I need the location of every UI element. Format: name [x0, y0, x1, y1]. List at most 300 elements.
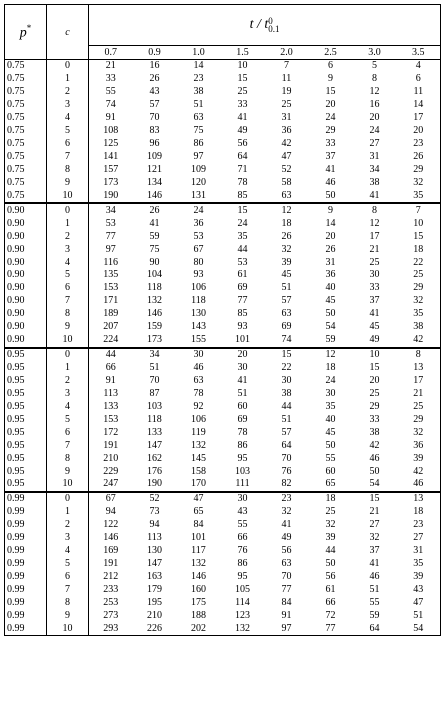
value-cell: 67: [105, 493, 116, 505]
row-group: [5, 203, 441, 347]
c-cell: 8: [47, 596, 89, 609]
value-cell: 121: [147, 163, 162, 175]
value-cell: 50: [369, 465, 380, 477]
value-cell: 33: [369, 282, 380, 294]
value-cell: 29: [325, 125, 336, 137]
c-cell: 1: [47, 506, 89, 519]
value-cell: 26: [325, 243, 336, 255]
value-cell: 77: [237, 295, 248, 307]
value-cell: 55: [105, 86, 116, 98]
value-cell: 35: [237, 230, 248, 242]
value-cell: 190: [147, 478, 162, 490]
value-cell: 66: [325, 596, 336, 608]
value-cell: 45: [325, 426, 336, 438]
value-cell: 23: [193, 73, 204, 85]
value-cell: 59: [369, 609, 380, 621]
value-cell: 15: [325, 86, 336, 98]
value-cell: 188: [191, 609, 206, 621]
p-cell: 0.75: [5, 151, 47, 164]
value-cell: 84: [193, 519, 204, 531]
value-cell: 101: [235, 334, 250, 346]
value-cell: 55: [369, 596, 380, 608]
p-cell: 0.99: [5, 492, 47, 506]
value-cell: 32: [281, 243, 292, 255]
p-cell: 0.99: [5, 584, 47, 597]
value-cell: 114: [235, 596, 250, 608]
value-cell: 171: [103, 295, 119, 307]
value-cell: 20: [413, 125, 424, 137]
value-cell: 39: [413, 452, 424, 464]
value-cell: 10: [237, 60, 248, 72]
value-cell: 12: [369, 86, 380, 98]
value-cell: 43: [413, 583, 424, 595]
value-cell: 86: [237, 439, 248, 451]
p-cell: 0.99: [5, 506, 47, 519]
value-cell: 55: [325, 452, 336, 464]
value-cell: 172: [103, 426, 119, 438]
value-cell: 38: [281, 387, 292, 399]
value-cell: 63: [193, 112, 204, 124]
value-cell: 31: [413, 545, 424, 557]
value-cell: 109: [147, 151, 162, 163]
value-cell: 69: [237, 282, 248, 294]
value-cell: 134: [147, 176, 162, 188]
c-cell: 3: [47, 532, 89, 545]
c-cell: 6: [47, 282, 89, 295]
value-cell: 30: [369, 269, 380, 281]
table-row: [5, 478, 441, 492]
value-cell: 21: [369, 243, 380, 255]
value-cell: 65: [325, 478, 336, 490]
value-cell: 103: [147, 400, 162, 412]
value-cell: 77: [281, 583, 292, 595]
value-cell: 40: [325, 413, 336, 425]
value-cell: 207: [103, 321, 119, 333]
value-cell: 118: [147, 282, 162, 294]
c-cell: 0: [47, 348, 89, 362]
table-row: [5, 282, 441, 295]
value-cell: 175: [191, 596, 206, 608]
value-cell: 20: [325, 230, 336, 242]
value-cell: 34: [149, 349, 160, 361]
table-row: [5, 571, 441, 584]
table-row: [5, 348, 441, 362]
table-row: [5, 532, 441, 545]
value-cell: 54: [369, 478, 380, 490]
c-cell: 10: [47, 334, 89, 348]
value-cell: 111: [235, 478, 250, 490]
table-row: [5, 465, 441, 478]
p-cell: 0.95: [5, 400, 47, 413]
table-row: [5, 60, 441, 73]
value-cell: 49: [281, 532, 292, 544]
value-cell: 24: [237, 217, 248, 229]
value-cell: 41: [369, 189, 380, 201]
value-cell: 83: [149, 125, 160, 137]
value-cell: 32: [413, 176, 424, 188]
value-cell: 34: [105, 204, 116, 216]
value-cell: 69: [281, 321, 292, 333]
p-cell: 0.99: [5, 519, 47, 532]
row-group: [5, 492, 441, 636]
value-cell: 147: [147, 439, 162, 451]
value-cell: 12: [325, 349, 336, 361]
value-cell: 132: [235, 622, 250, 634]
value-cell: 132: [191, 439, 206, 451]
value-cell: 157: [103, 163, 119, 175]
c-cell: 4: [47, 256, 89, 269]
c-cell: 8: [47, 452, 89, 465]
value-cell: 38: [413, 321, 424, 333]
value-cell: 53: [193, 230, 204, 242]
value-cell: 78: [193, 387, 204, 399]
value-cell: 67: [193, 243, 204, 255]
value-cell: 146: [103, 532, 119, 544]
value-cell: 153: [103, 282, 119, 294]
value-cell: 229: [103, 465, 119, 477]
value-cell: 86: [193, 138, 204, 150]
value-cell: 35: [413, 189, 424, 201]
p-cell: 0.75: [5, 189, 47, 203]
value-cell: 101: [191, 532, 206, 544]
value-cell: 173: [147, 334, 162, 346]
value-cell: 50: [325, 439, 336, 451]
value-cell: 54: [325, 321, 336, 333]
c-cell: 7: [47, 584, 89, 597]
value-cell: 60: [237, 400, 248, 412]
c-cell: 2: [47, 230, 89, 243]
c-cell: 4: [47, 545, 89, 558]
table-row: [5, 189, 441, 203]
value-cell: 45: [369, 321, 380, 333]
c-cell: 2: [47, 519, 89, 532]
t-ratio-header: [89, 5, 441, 46]
value-cell: 24: [369, 125, 380, 137]
value-cell: 26: [281, 230, 292, 242]
p-cell: 0.90: [5, 256, 47, 269]
value-cell: 15: [237, 204, 248, 216]
value-cell: 113: [103, 387, 119, 399]
value-cell: 64: [281, 439, 292, 451]
value-cell: 15: [369, 362, 380, 374]
value-cell: 36: [281, 125, 292, 137]
value-cell: 70: [149, 374, 160, 386]
p-cell: 0.75: [5, 164, 47, 177]
p-cell: 0.95: [5, 387, 47, 400]
value-cell: 8: [372, 204, 377, 216]
value-cell: 80: [193, 256, 204, 268]
value-cell: 26: [149, 204, 160, 216]
p-header-sup: *: [26, 22, 32, 33]
value-cell: 233: [103, 583, 119, 595]
value-cell: 202: [191, 622, 206, 634]
value-cell: 179: [147, 583, 162, 595]
table-row: [5, 217, 441, 230]
value-cell: 39: [281, 256, 292, 268]
value-cell: 45: [325, 295, 336, 307]
value-cell: 87: [149, 387, 160, 399]
value-cell: 21: [369, 506, 380, 518]
c-cell: 1: [47, 73, 89, 86]
value-cell: 146: [191, 571, 206, 583]
p-header-label: p: [19, 25, 27, 41]
value-cell: 94: [105, 506, 116, 518]
value-cell: 31: [325, 256, 336, 268]
value-cell: 91: [105, 374, 116, 386]
value-cell: 226: [147, 622, 162, 634]
p-cell: 0.75: [5, 125, 47, 138]
value-cell: 63: [281, 308, 292, 320]
value-cell: 51: [281, 413, 292, 425]
value-cell: 32: [413, 426, 424, 438]
p-cell: 0.99: [5, 558, 47, 571]
table-row: [5, 609, 441, 622]
table-row: [5, 400, 441, 413]
table-row: [5, 151, 441, 164]
value-cell: 15: [281, 349, 292, 361]
value-cell: 41: [325, 163, 336, 175]
value-cell: 23: [413, 138, 424, 150]
table-row: [5, 230, 441, 243]
value-cell: 53: [237, 256, 248, 268]
value-cell: 51: [193, 99, 204, 111]
table-row: [5, 506, 441, 519]
value-cell: 53: [105, 217, 116, 229]
c-cell: 2: [47, 86, 89, 99]
value-cell: 96: [149, 138, 160, 150]
value-cell: 91: [105, 112, 116, 124]
value-cell: 33: [369, 413, 380, 425]
value-cell: 27: [413, 532, 424, 544]
value-cell: 37: [369, 545, 380, 557]
value-cell: 51: [149, 362, 160, 374]
value-cell: 25: [325, 506, 336, 518]
value-cell: 47: [193, 493, 204, 505]
value-cell: 60: [325, 465, 336, 477]
table-row: [5, 112, 441, 125]
value-cell: 51: [237, 387, 248, 399]
table-row: [5, 73, 441, 86]
value-cell: 39: [413, 571, 424, 583]
c-cell: 6: [47, 571, 89, 584]
value-cell: 12: [369, 217, 380, 229]
p-cell: 0.95: [5, 465, 47, 478]
value-cell: 64: [237, 151, 248, 163]
value-cell: 5: [372, 60, 377, 72]
value-cell: 25: [413, 269, 424, 281]
p-cell: 0.75: [5, 138, 47, 151]
value-cell: 104: [147, 269, 162, 281]
value-cell: 59: [325, 334, 336, 346]
p-star-header: [5, 5, 47, 60]
value-cell: 36: [413, 439, 424, 451]
t-header-label: t / t: [249, 17, 269, 32]
value-cell: 106: [191, 413, 206, 425]
value-cell: 74: [281, 334, 292, 346]
c-cell: 6: [47, 426, 89, 439]
t-header-sub: 0.1: [268, 24, 280, 34]
value-cell: 130: [191, 308, 206, 320]
value-cell: 82: [281, 478, 292, 490]
value-cell: 70: [281, 571, 292, 583]
value-cell: 32: [325, 519, 336, 531]
value-cell: 119: [191, 426, 206, 438]
value-cell: 118: [147, 413, 162, 425]
value-cell: 22: [281, 362, 292, 374]
value-cell: 56: [281, 545, 292, 557]
row-group: [5, 348, 441, 492]
value-cell: 11: [413, 86, 424, 98]
p-cell: 0.99: [5, 609, 47, 622]
p-cell: 0.75: [5, 99, 47, 112]
value-cell: 224: [103, 334, 119, 346]
value-cell: 43: [237, 506, 248, 518]
value-cell: 4: [415, 60, 421, 72]
value-cell: 47: [413, 596, 424, 608]
value-cell: 63: [193, 374, 204, 386]
table-row: [5, 426, 441, 439]
value-cell: 133: [147, 426, 162, 438]
p-cell: 0.99: [5, 596, 47, 609]
value-cell: 108: [103, 125, 119, 137]
value-cell: 39: [325, 532, 336, 544]
value-cell: 189: [103, 308, 119, 320]
table-row: [5, 256, 441, 269]
value-cell: 35: [413, 308, 424, 320]
column-header: 0.9: [133, 46, 177, 60]
value-cell: 25: [369, 256, 380, 268]
value-cell: 51: [413, 609, 424, 621]
value-cell: 38: [193, 86, 204, 98]
c-cell: 10: [47, 189, 89, 203]
value-cell: 29: [369, 400, 380, 412]
value-cell: 163: [147, 571, 162, 583]
value-cell: 97: [193, 151, 204, 163]
value-cell: 135: [103, 269, 119, 281]
value-cell: 26: [149, 73, 160, 85]
value-cell: 92: [193, 400, 204, 412]
value-cell: 29: [413, 163, 424, 175]
value-cell: 170: [191, 478, 206, 490]
value-cell: 30: [281, 374, 292, 386]
table-row: [5, 558, 441, 571]
value-cell: 93: [237, 321, 248, 333]
table-row: [5, 86, 441, 99]
value-cell: 195: [147, 596, 162, 608]
value-cell: 6: [328, 60, 333, 72]
value-cell: 18: [281, 217, 292, 229]
value-cell: 59: [149, 230, 160, 242]
value-cell: 50: [325, 189, 336, 201]
table-row: [5, 125, 441, 138]
value-cell: 57: [149, 99, 160, 111]
value-cell: 56: [325, 571, 336, 583]
table-row: [5, 452, 441, 465]
table-row: [5, 387, 441, 400]
column-header: 2.5: [309, 46, 353, 60]
value-cell: 63: [281, 189, 292, 201]
value-cell: 93: [193, 269, 204, 281]
value-cell: 13: [413, 362, 424, 374]
table-row: [5, 269, 441, 282]
value-cell: 78: [237, 426, 248, 438]
value-cell: 47: [281, 151, 292, 163]
value-cell: 30: [237, 362, 248, 374]
value-cell: 42: [413, 334, 424, 346]
value-cell: 18: [413, 243, 424, 255]
p-cell: 0.95: [5, 426, 47, 439]
c-cell: 7: [47, 439, 89, 452]
value-cell: 32: [413, 295, 424, 307]
value-cell: 29: [413, 413, 424, 425]
c-cell: 8: [47, 164, 89, 177]
value-cell: 10: [413, 217, 424, 229]
p-cell: 0.99: [5, 545, 47, 558]
value-cell: 11: [281, 73, 292, 85]
value-cell: 123: [235, 609, 250, 621]
c-cell: 6: [47, 138, 89, 151]
value-cell: 25: [413, 400, 424, 412]
value-cell: 153: [103, 413, 119, 425]
data-table: [4, 4, 441, 636]
value-cell: 50: [325, 308, 336, 320]
table-container: [4, 4, 440, 636]
value-cell: 106: [191, 282, 206, 294]
value-cell: 9: [328, 73, 333, 85]
value-cell: 77: [325, 622, 336, 634]
value-cell: 46: [325, 176, 336, 188]
c-cell: 9: [47, 465, 89, 478]
value-cell: 46: [413, 478, 424, 490]
value-cell: 18: [413, 506, 424, 518]
value-cell: 35: [325, 400, 336, 412]
c-cell: 7: [47, 295, 89, 308]
value-cell: 52: [281, 163, 292, 175]
table-row: [5, 99, 441, 112]
value-cell: 190: [103, 189, 119, 201]
value-cell: 31: [281, 112, 292, 124]
value-cell: 32: [369, 532, 380, 544]
value-cell: 122: [103, 519, 119, 531]
value-cell: 159: [147, 321, 162, 333]
value-cell: 131: [191, 189, 206, 201]
value-cell: 49: [237, 125, 248, 137]
p-cell: 0.75: [5, 112, 47, 125]
value-cell: 155: [191, 334, 206, 346]
value-cell: 58: [281, 176, 292, 188]
value-cell: 43: [149, 86, 160, 98]
value-cell: 40: [325, 282, 336, 294]
value-cell: 61: [237, 269, 248, 281]
c-cell: 9: [47, 321, 89, 334]
value-cell: 44: [281, 400, 292, 412]
value-cell: 37: [369, 295, 380, 307]
value-cell: 13: [413, 493, 424, 505]
value-cell: 85: [237, 308, 248, 320]
value-cell: 97: [281, 622, 292, 634]
value-cell: 21: [413, 387, 424, 399]
table-row: [5, 375, 441, 388]
value-cell: 33: [237, 99, 248, 111]
table-row: [5, 519, 441, 532]
value-cell: 41: [149, 217, 160, 229]
column-header: 1.0: [177, 46, 221, 60]
value-cell: 46: [193, 362, 204, 374]
value-cell: 191: [103, 558, 119, 570]
table-row: [5, 164, 441, 177]
value-cell: 130: [147, 545, 162, 557]
c-cell: 5: [47, 125, 89, 138]
